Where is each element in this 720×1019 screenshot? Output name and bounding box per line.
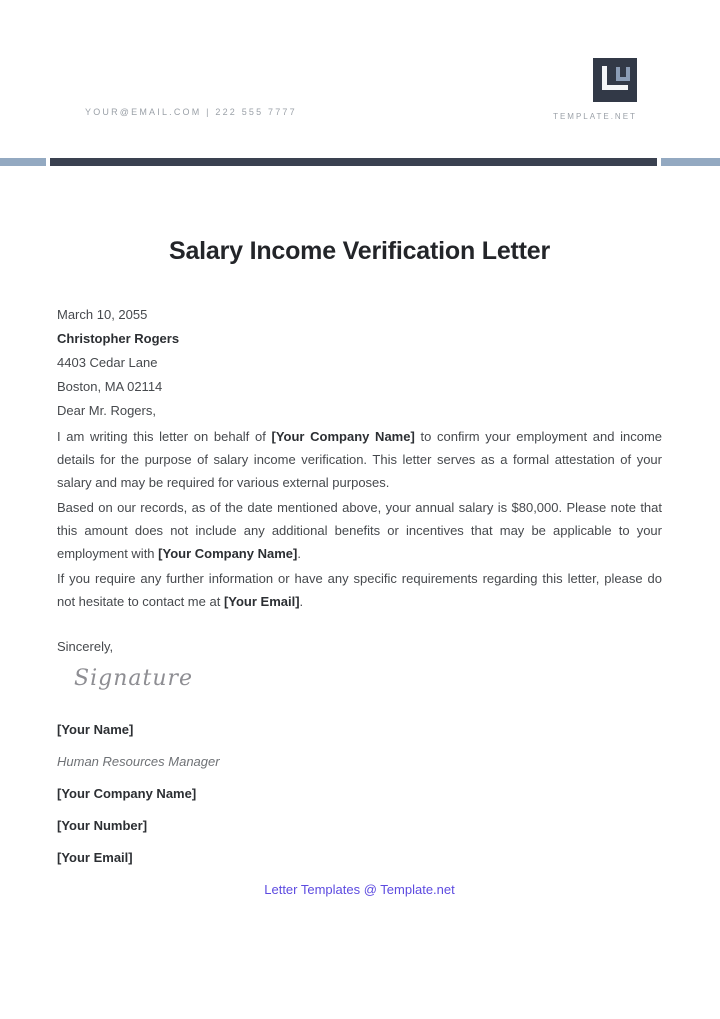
paragraph-2-pre: Based on our records, as of the date mentioned above, your annual salary is $80,000. Please note that this amount does not include any additional benefits or incentives that may be applicable to your employment with — [57, 500, 662, 561]
letter-date: March 10, 2055 — [57, 307, 148, 322]
brand-name: TEMPLATE.NET — [553, 112, 637, 121]
salutation: Dear Mr. Rogers, — [57, 403, 156, 418]
header-contact-info: YOUR@EMAIL.COM | 222 555 7777 — [85, 107, 297, 117]
signoff-company: [Your Company Name] — [57, 786, 197, 801]
paragraph-3-pre: If you require any further information or have any specific requirements regarding this letter, please do not hesitate to contact me at — [57, 571, 662, 609]
address-block — [57, 303, 662, 423]
paragraph-3-placeholder: [Your Email] — [223, 594, 300, 609]
paragraph-1-post: to confirm your employment and income details for the purpose of salary income verification. This letter serves as a formal attestation of your salary and may be required for various external purposes. — [57, 429, 663, 490]
letter-content — [0, 238, 720, 897]
signoff-name: [Your Name] — [57, 722, 134, 737]
paragraph-3 — [57, 567, 662, 613]
signoff-number: [Your Number] — [57, 818, 148, 833]
letter-title: Salary Income Verification Letter — [168, 237, 551, 265]
divider-segment-dark — [50, 158, 657, 166]
signoff-block — [57, 722, 662, 865]
divider-segment-light-left — [0, 158, 46, 166]
logo-letter-u — [616, 67, 630, 81]
recipient-address-line2: Boston, MA 02114 — [57, 379, 163, 394]
footer — [57, 882, 662, 897]
recipient-address-line1: 4403 Cedar Lane — [57, 355, 158, 370]
paragraph-1-placeholder: [Your Company Name] — [271, 429, 415, 444]
footer-template-link[interactable]: Letter Templates @ Template.net — [264, 882, 455, 897]
template-net-logo-icon — [593, 58, 637, 102]
handwritten-signature: Signature — [74, 666, 194, 691]
divider-segment-light-right — [661, 158, 720, 166]
paragraph-1-pre: I am writing this letter on behalf of — [57, 429, 272, 444]
paragraph-3-post: . — [299, 594, 304, 609]
paragraph-2 — [57, 496, 662, 565]
header-divider-bar — [0, 158, 720, 166]
logo-letter-l-horizontal — [602, 85, 628, 90]
signoff-role: Human Resources Manager — [57, 754, 220, 769]
signoff-email: [Your Email] — [57, 850, 133, 865]
paragraph-1 — [57, 425, 662, 494]
closing-salutation: Sincerely, — [57, 639, 114, 654]
paragraph-2-post: . — [297, 546, 301, 561]
paragraph-2-placeholder: [Your Company Name] — [158, 546, 298, 561]
recipient-name: Christopher Rogers — [57, 331, 180, 346]
